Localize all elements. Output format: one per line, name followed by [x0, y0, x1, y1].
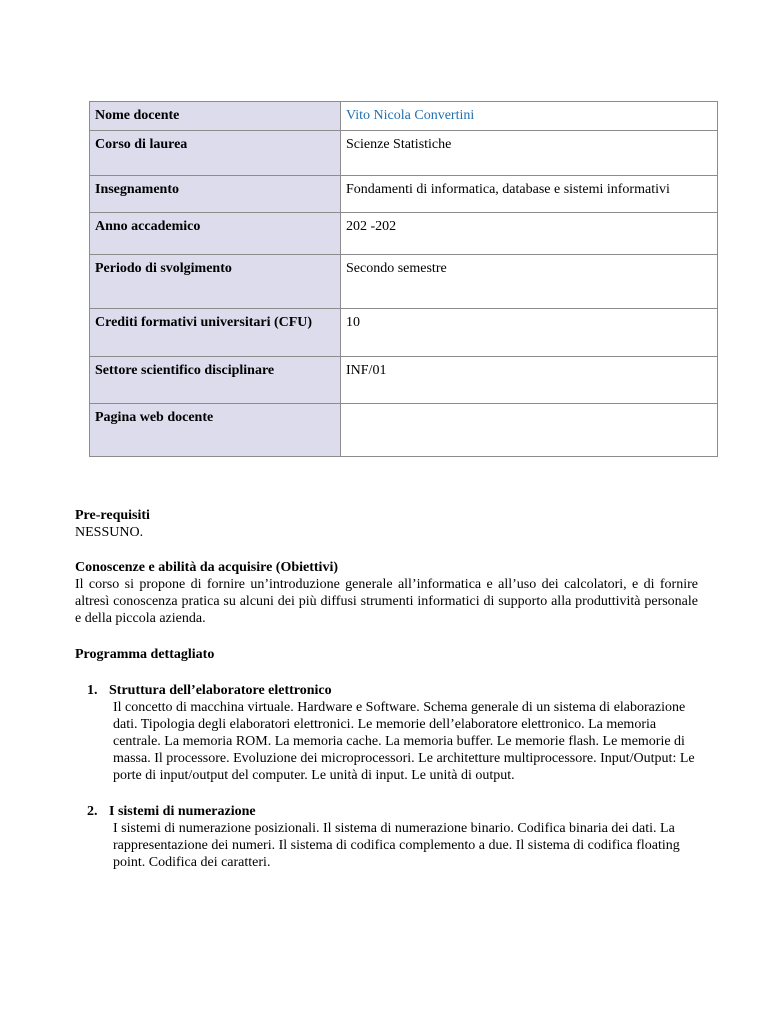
label-cfu: Crediti formativi universitari (CFU): [90, 309, 341, 357]
table-row: [90, 131, 718, 176]
table-row: [90, 404, 718, 457]
value-nome-docente[interactable]: Vito Nicola Convertini: [341, 102, 718, 131]
obiettivi-title: Conoscenze e abilità da acquisire (Obiettivi): [75, 560, 338, 575]
table-row: [90, 357, 718, 404]
label-corso-di-laurea: Corso di laurea: [90, 131, 341, 176]
course-info-table: [89, 101, 718, 457]
programma-item-number: 1.: [87, 683, 98, 698]
label-settore: Settore scientifico disciplinare: [90, 357, 341, 404]
programma-item-1: [87, 682, 698, 784]
syllabus-content: [75, 507, 698, 871]
value-settore: INF/01: [341, 357, 718, 404]
table-row: [90, 102, 718, 131]
label-insegnamento: Insegnamento: [90, 176, 341, 213]
programma-item-text: Il concetto di macchina virtuale. Hardware e Software. Schema generale di un sistema di elaborazione dati. Tipologia degli elaboratori elettronici. Le memorie dell’elaboratore elettronico. La memoria centrale. La memoria ROM. La memoria cache. La memoria buffer. Le memorie flash. Le memorie di massa. Il processore. Evoluzione dei microprocessori. Le architetture multiprocessore. Input/Output: Le porte di input/output del computer. Le unità di input. Le unità di output.: [113, 700, 695, 783]
prerequisiti-title: Pre-requisiti: [75, 508, 150, 523]
programma-item-title: Struttura dell’elaboratore elettronico: [109, 683, 332, 698]
prerequisiti-text: NESSUNO.: [75, 525, 144, 540]
programma-item-2: [87, 803, 698, 871]
programma-title: Programma dettagliato: [75, 647, 215, 662]
value-corso-di-laurea: Scienze Statistiche: [341, 131, 718, 176]
table-row: [90, 213, 718, 255]
label-nome-docente: Nome docente: [90, 102, 341, 131]
value-pagina-web: [341, 404, 718, 457]
value-insegnamento: Fondamenti di informatica, database e sistemi informativi: [341, 176, 718, 213]
label-periodo: Periodo di svolgimento: [90, 255, 341, 309]
value-cfu: 10: [341, 309, 718, 357]
programma-item-title: I sistemi di numerazione: [109, 804, 256, 819]
value-anno-accademico: 202 -202: [341, 213, 718, 255]
programma-item-text: I sistemi di numerazione posizionali. Il sistema di numerazione binario. Codifica binaria dei dati. La rappresentazione dei numeri. Il sistema di codifica complemento a due. Il sistema di codifica floating point. Codifica dei caratteri.: [113, 821, 680, 870]
table-row: [90, 176, 718, 213]
table-row: [90, 255, 718, 309]
value-periodo: Secondo semestre: [341, 255, 718, 309]
label-pagina-web: Pagina web docente: [90, 404, 341, 457]
table-row: [90, 309, 718, 357]
obiettivi-text: Il corso si propone di fornire un’introduzione generale all’informatica e all’uso dei calcolatori, e di fornire altresì conoscenza pratica su alcuni dei più diffusi strumenti informatici di supporto alla produttività personale e della piccola azienda.: [75, 577, 698, 626]
programma-item-number: 2.: [87, 804, 98, 819]
label-anno-accademico: Anno accademico: [90, 213, 341, 255]
